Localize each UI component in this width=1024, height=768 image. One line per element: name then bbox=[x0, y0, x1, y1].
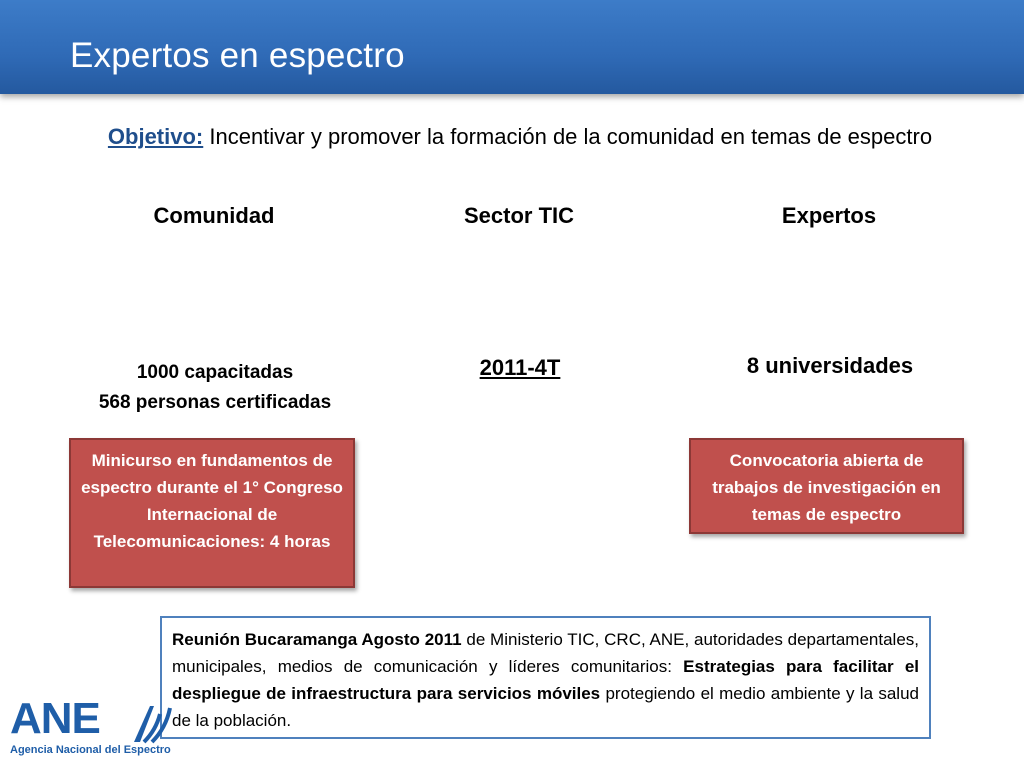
stat-expertos bbox=[690, 351, 970, 381]
note-text-2: protegiendo el medio ambiente y la salud de la población. bbox=[172, 684, 919, 730]
stat-capacitadas: 1000 capacitadas bbox=[136, 362, 294, 383]
stat-universidades: 8 universidades bbox=[746, 353, 914, 378]
stat-comunidad bbox=[60, 358, 370, 418]
antenna-waves-icon bbox=[130, 700, 178, 744]
convocatoria-box: Convocatoria abierta de trabajos de investigación en temas de espectro bbox=[689, 438, 964, 534]
note-lead: Reunión Bucaramanga Agosto 2011 bbox=[172, 630, 462, 649]
logo-name: ANE bbox=[10, 694, 100, 743]
stat-sector-tic bbox=[420, 353, 620, 383]
minicurso-box: Minicurso en fundamentos de espectro durante el 1° Congreso Internacional de Telecomunicaciones: 4 horas bbox=[69, 438, 355, 588]
header-expertos: Expertos bbox=[781, 203, 877, 228]
title-bar bbox=[0, 0, 1024, 94]
slide-title: Expertos en espectro bbox=[70, 36, 405, 75]
objective bbox=[60, 120, 980, 153]
logo-subtitle: Agencia Nacional del Espectro bbox=[10, 744, 171, 756]
meeting-note bbox=[160, 616, 931, 739]
header-sector-tic: Sector TIC bbox=[463, 203, 575, 228]
stat-period: 2011-4T bbox=[479, 355, 561, 380]
header-comunidad: Comunidad bbox=[153, 203, 275, 228]
note-text-1: de Ministerio TIC, CRC, ANE, autoridades departamentales, municipales, medios de comunicación y líderes comunitarios: bbox=[172, 630, 920, 676]
objective-text: Incentivar y promover la formación de la comunidad en temas de espectro bbox=[203, 124, 933, 149]
stat-certificadas: 568 personas certificadas bbox=[98, 392, 332, 413]
note-strategy: Estrategias para facilitar el despliegue de infraestructura para servicios móviles bbox=[172, 657, 919, 703]
ane-logo bbox=[8, 696, 178, 762]
objective-label: Objetivo: bbox=[107, 124, 204, 149]
